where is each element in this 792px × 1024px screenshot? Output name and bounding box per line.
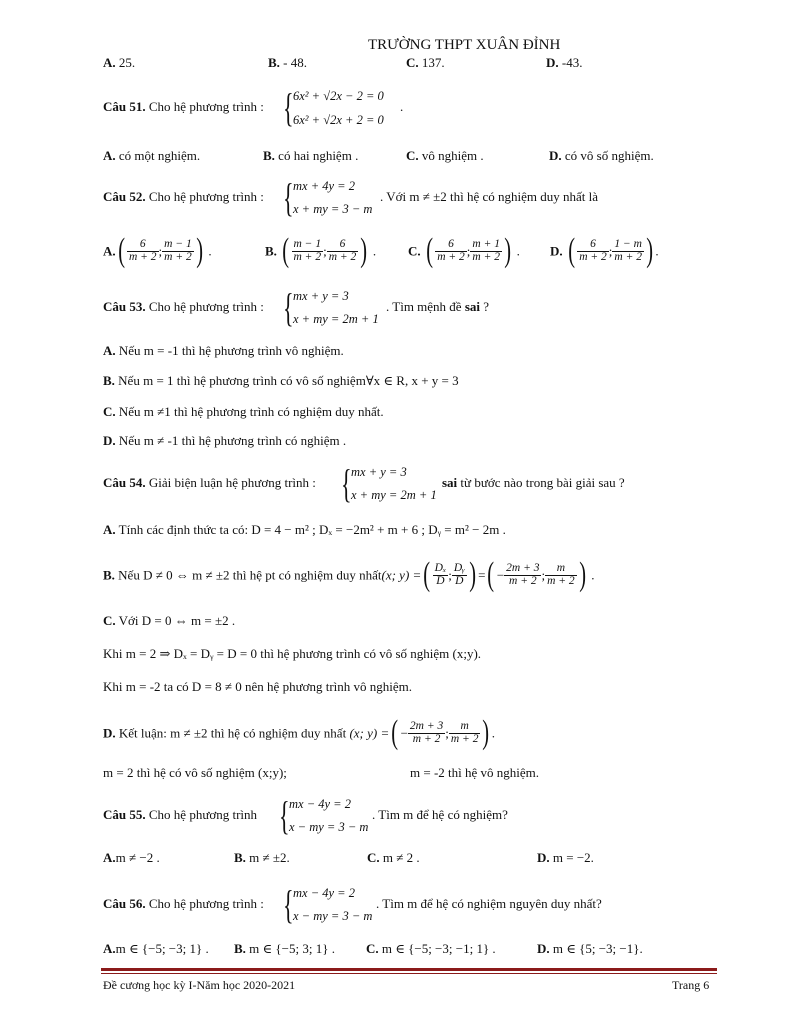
question-number: Câu 54.	[103, 475, 146, 490]
option: D. ( $\frac{6}{m + 2}$ ; $\frac{1 - m}{m + 2}$ ) .	[550, 232, 659, 269]
option-text: 137.	[421, 55, 445, 70]
fraction	[433, 563, 449, 587]
option-label: C.	[103, 404, 116, 419]
right-paren: )	[646, 232, 654, 269]
step-text: Tính các định thức ta có: D = 4 − m² ; Dₓ = −2m² + m + 6 ; Dᵧ = m² − 2m .	[118, 522, 506, 537]
option-label: B.	[234, 850, 246, 865]
option-text: Nếu m ≠1 thì hệ phương trình có nghiệm duy nhất.	[118, 404, 384, 419]
option-text: m ∈ {−5; 3; 1} .	[249, 941, 335, 956]
fraction	[449, 721, 481, 745]
option: C. ( $\frac{6}{m + 2}$ ; $\frac{m + 1}{m + 2}$ ) .	[408, 232, 520, 269]
option-text: Nếu m = -1 thì hệ phương trình vô nghiệm.	[118, 343, 344, 358]
option-label: B.	[265, 243, 277, 259]
denominator: m + 2	[164, 250, 192, 263]
system-brace: {	[283, 285, 294, 330]
conclusion-case-b: m = -2 thì hệ vô nghiệm.	[410, 765, 540, 780]
option	[546, 56, 582, 69]
fraction	[292, 239, 324, 263]
fraction	[162, 239, 194, 263]
conclusion-case-a: m = 2 thì hệ có vô số nghiệm (x;y);	[103, 765, 287, 780]
left-paren: (	[117, 232, 125, 269]
option-text: m ∈ {−5; −3; −1; 1} .	[381, 941, 496, 956]
step-label: A.	[103, 522, 116, 537]
option-label: B.	[263, 148, 275, 163]
option	[103, 942, 209, 955]
option-label: A.	[103, 941, 116, 956]
xy-expression: (x; y) =	[381, 567, 422, 583]
option-text: - 48.	[283, 55, 308, 70]
question-text-after: . Tìm m để hệ có nghiệm nguyên duy nhất?	[376, 896, 602, 911]
question-stem	[103, 897, 264, 910]
question-text: Cho hệ phương trình	[148, 807, 258, 822]
question-number: Câu 53.	[103, 299, 146, 314]
option	[103, 344, 344, 357]
option-text: m ≠ −2 .	[115, 850, 160, 865]
option	[406, 149, 484, 162]
fraction	[612, 239, 644, 263]
equals: =	[478, 567, 486, 583]
option-text: có hai nghiệm .	[278, 148, 359, 163]
option-label: C.	[406, 55, 419, 70]
option-label: A.	[103, 850, 116, 865]
option	[406, 56, 445, 69]
option	[549, 149, 654, 162]
denominator: D	[433, 575, 449, 588]
option-text: vô nghiệm .	[421, 148, 484, 163]
equation-2: x + my = 2m + 1	[293, 312, 379, 326]
option	[367, 851, 420, 864]
option	[103, 851, 160, 864]
option-label: C.	[406, 148, 419, 163]
numerator: 6	[339, 238, 346, 250]
numerator: 6	[448, 238, 454, 250]
numerator: 1 − m	[614, 238, 642, 250]
denominator: m + 2	[328, 250, 357, 263]
system-brace: {	[341, 461, 352, 506]
question-stem	[103, 476, 316, 489]
option-text: -43.	[561, 55, 583, 70]
after-end: ?	[480, 299, 490, 314]
stem-end: .	[400, 99, 404, 114]
denominator: m + 2	[450, 732, 479, 745]
option-label: D.	[103, 433, 116, 448]
after-text: từ bước nào trong bài giải sau ?	[457, 475, 625, 490]
right-paren: )	[196, 232, 203, 269]
option: B. ( $\frac{m - 1}{m + 2}$ ; $\frac{6}{m + 2}$ ) .	[265, 232, 377, 269]
option-label: C.	[366, 941, 379, 956]
option	[103, 56, 135, 69]
step-text: Nếu D ≠ 0 ⇔ m ≠ ±2 thì hệ pt có nghiệm duy nhất	[118, 567, 382, 583]
page-number: Trang 6	[672, 978, 710, 992]
numerator: 6	[139, 238, 146, 250]
question-stem	[103, 300, 264, 313]
question-number: Câu 56.	[103, 896, 146, 911]
footer-divider-thin	[101, 973, 717, 974]
numerator: Dₓ	[434, 562, 447, 574]
denominator: D	[452, 575, 467, 588]
system-brace: {	[283, 175, 294, 220]
option	[263, 149, 358, 162]
option-text: m = −2.	[552, 850, 594, 865]
fraction	[452, 563, 467, 587]
question-text: Cho hệ phương trình :	[148, 99, 264, 114]
option-label: D.	[537, 850, 550, 865]
option-text: m ≠ ±2.	[249, 850, 290, 865]
denominator: m + 2	[504, 575, 541, 588]
denominator: m + 2	[293, 250, 322, 263]
equation-1: mx − 4y = 2	[289, 797, 351, 811]
question-stem	[103, 100, 264, 113]
denominator: m + 2	[547, 574, 575, 587]
option-text: m ≠ 2 .	[382, 850, 420, 865]
question-text-after: . Tìm m để hệ có nghiệm?	[372, 807, 508, 822]
system-brace: {	[283, 882, 294, 927]
step-d: D. Kết luận: m ≠ ±2 thì hệ có nghiệm duy nhất (x; y) =( − $\frac{2m + 3}{m + 2}$ ; $\frac{m}{m + 2}$ ) .	[103, 714, 496, 751]
equation-2: 6x² + √2x + 2 = 0	[293, 113, 384, 127]
option-text: có vô số nghiệm.	[564, 148, 654, 163]
option	[234, 851, 290, 864]
option-label: A.	[103, 243, 116, 259]
numerator: Dᵧ	[453, 562, 465, 574]
option-label: B.	[268, 55, 280, 70]
equation-1: mx + y = 3	[351, 465, 407, 479]
option-text: 25.	[118, 55, 136, 70]
numerator: 2m + 3	[409, 720, 444, 732]
option	[537, 851, 594, 864]
left-paren: (	[568, 232, 575, 269]
option-label: A.	[103, 148, 116, 163]
denominator: m + 2	[128, 250, 157, 263]
step-label: D.	[103, 725, 116, 741]
question-stem	[103, 808, 257, 821]
question-text: Cho hệ phương trình :	[148, 896, 264, 911]
step-text: Kết luận: m ≠ ±2 thì hệ có nghiệm duy nhất	[118, 725, 347, 741]
step-c-case-2: Khi m = -2 ta có D = 8 ≠ 0 nên hệ phương trình vô nghiệm.	[103, 679, 413, 694]
numerator: m	[556, 562, 566, 574]
emphasis: sai	[464, 299, 481, 314]
option-text: Nếu m ≠ -1 thì hệ phương trình có nghiệm .	[118, 433, 347, 448]
option-label: B.	[103, 373, 115, 388]
question-stem	[103, 190, 264, 203]
denominator: m + 2	[408, 733, 445, 746]
question-text-after: . Với m ≠ ±2 thì hệ có nghiệm duy nhất là	[380, 189, 599, 204]
numerator: m + 1	[472, 238, 500, 250]
option-label: C.	[408, 243, 421, 259]
fraction	[577, 239, 609, 263]
step-label: B.	[103, 567, 115, 583]
option	[268, 56, 307, 69]
fraction	[408, 721, 445, 745]
question-number: Câu 52.	[103, 189, 146, 204]
fraction	[470, 239, 502, 263]
option-text: m ∈ {5; −3; −1}.	[552, 941, 643, 956]
equation-1: mx + 4y = 2	[293, 179, 355, 193]
left-paren: (	[282, 232, 290, 269]
option-label: D.	[550, 243, 563, 259]
question-text-after	[386, 300, 489, 313]
option-text: có một nghiệm.	[118, 148, 201, 163]
equation-2: x + my = 2m + 1	[351, 488, 437, 502]
left-paren: (	[423, 556, 431, 593]
emphasis: sai	[442, 475, 458, 490]
school-header: TRƯỜNG THPT XUÂN ĐỈNH	[368, 37, 561, 53]
option-label: C.	[367, 850, 380, 865]
option	[103, 405, 384, 418]
equation-2: x − my = 3 − m	[289, 820, 369, 834]
step-a	[103, 523, 506, 536]
option	[366, 942, 496, 955]
denominator: m + 2	[614, 250, 642, 263]
left-paren: (	[487, 556, 495, 593]
question-text: Giải biện luận hệ phương trình :	[148, 475, 316, 490]
numerator: 2m + 3	[506, 562, 540, 574]
equation-1: 6x² + √2x − 2 = 0	[293, 89, 384, 103]
right-paren: )	[504, 232, 512, 269]
option	[103, 374, 459, 387]
question-number: Câu 51.	[103, 99, 146, 114]
option	[234, 942, 335, 955]
option	[103, 434, 346, 447]
equation-1: mx + y = 3	[293, 289, 349, 303]
numerator: m − 1	[293, 238, 322, 250]
step-text: Với D = 0 ⇔ m = ±2 .	[118, 613, 236, 628]
system-brace: {	[283, 85, 294, 130]
equation-2: x + my = 3 − m	[293, 202, 373, 216]
right-paren: )	[578, 556, 586, 593]
footer-left: Đề cương học kỳ I-Năm học 2020-2021	[103, 978, 296, 992]
option-label: B.	[234, 941, 246, 956]
right-paren: )	[469, 556, 476, 593]
denominator: m + 2	[579, 250, 607, 263]
option-label: A.	[103, 55, 116, 70]
left-paren: (	[391, 714, 399, 751]
option-text: m ∈ {−5; −3; 1} .	[115, 941, 209, 956]
numerator: m − 1	[164, 238, 192, 250]
numerator: 6	[590, 238, 596, 250]
numerator: m	[460, 720, 469, 732]
separator: ;	[158, 243, 163, 259]
xy-expression: (x; y) =	[349, 725, 390, 741]
equation-1: mx − 4y = 2	[293, 886, 355, 900]
option-text: Nếu m = 1 thì hệ phương trình có vô số nghiệm∀x ∈ R, x + y = 3	[118, 373, 459, 388]
denominator: m + 2	[437, 250, 465, 263]
step-c	[103, 614, 235, 627]
option-label: D.	[537, 941, 550, 956]
question-text: Cho hệ phương trình :	[148, 189, 264, 204]
fraction	[327, 239, 359, 263]
step-label: C.	[103, 613, 116, 628]
fraction	[435, 239, 467, 263]
left-paren: (	[426, 232, 433, 269]
fraction	[504, 563, 541, 587]
denominator: m + 2	[472, 250, 500, 263]
footer-divider	[101, 968, 717, 971]
option	[537, 942, 643, 955]
question-text-after	[442, 476, 625, 489]
option-label: D.	[546, 55, 559, 70]
fraction	[127, 239, 159, 263]
step-b: B. Nếu D ≠ 0 ⇔ m ≠ ±2 thì hệ pt có nghiệm duy nhất(x; y) =( $\frac{\text{Dₓ}}{D}$ ; $\frac{\text{Dᵧ}}{D}$ ) =( − $\frac{2m + 3}{m + 2}$ ; $\frac{m}{m + 2}$ ) .	[103, 556, 595, 593]
equation-2: x − my = 3 − m	[293, 909, 373, 923]
option-label: D.	[549, 148, 562, 163]
right-paren: )	[482, 714, 490, 751]
option	[103, 149, 200, 162]
right-paren: )	[360, 232, 368, 269]
option-label: A.	[103, 343, 116, 358]
question-text: Cho hệ phương trình :	[148, 299, 264, 314]
step-c-case-1: Khi m = 2 ⇒ Dₓ = Dᵧ = D = 0 thì hệ phương trình có vô số nghiệm (x;y).	[103, 646, 482, 661]
system-brace: {	[279, 793, 290, 838]
fraction	[545, 563, 577, 587]
option: A.( $\frac{6}{m + 2}$ ; $\frac{m - 1}{m + 2}$ ) .	[103, 232, 212, 269]
question-number: Câu 55.	[103, 807, 146, 822]
after-text: . Tìm mệnh đề	[386, 299, 465, 314]
